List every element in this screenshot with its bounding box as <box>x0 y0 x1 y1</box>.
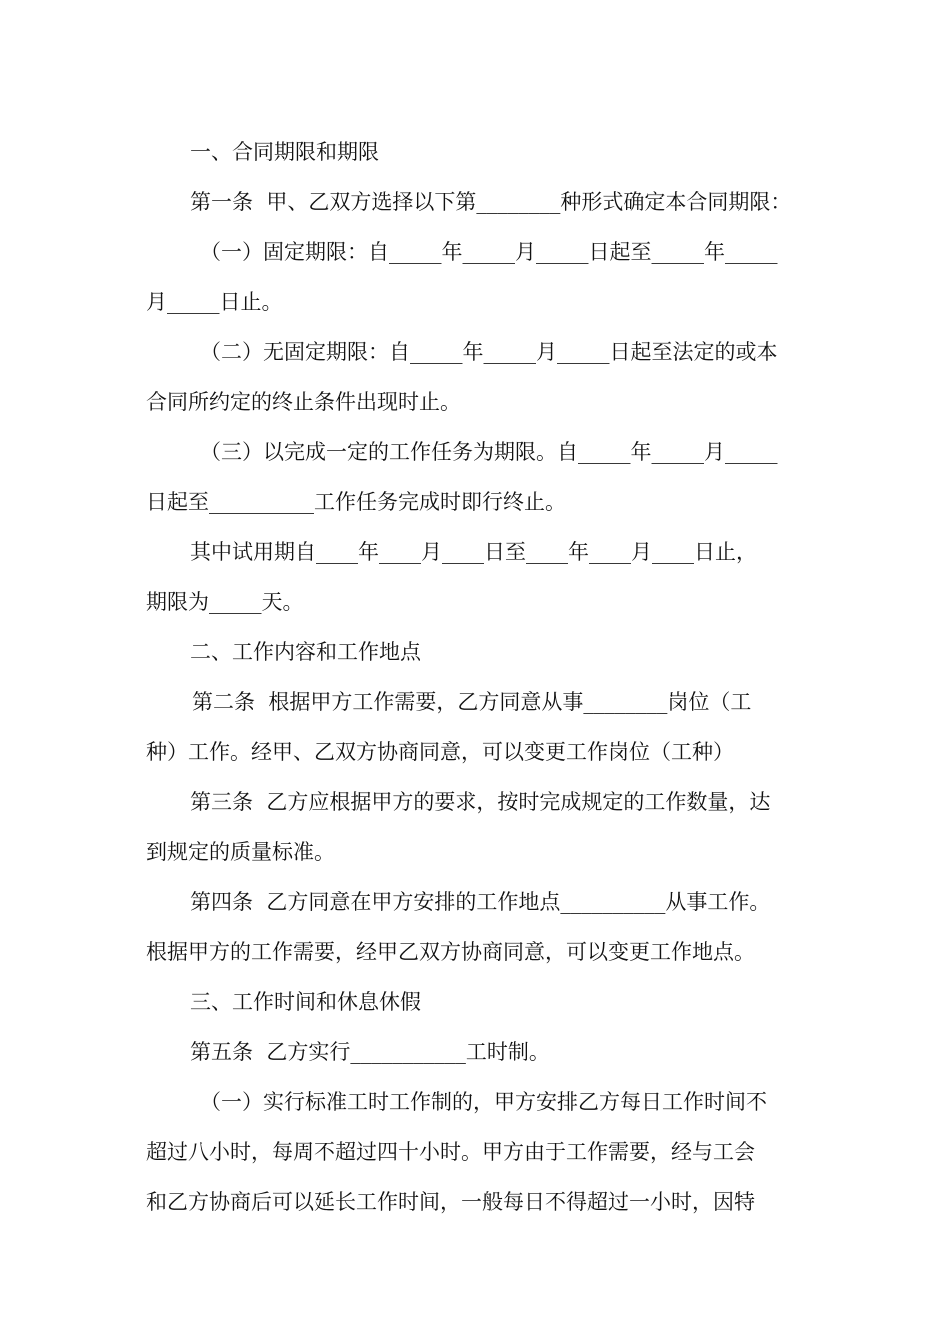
clause-3-task-term: （三）以完成一定的工作任务为期限。自_____年_____月_____ <box>200 440 778 464</box>
article-4-cont: 根据甲方的工作需要，经甲乙双方协商同意，可以变更工作地点。 <box>146 940 755 964</box>
section-heading-1: 一、合同期限和期限 <box>190 140 379 164</box>
article-1: 第一条 甲、乙双方选择以下第________种形式确定本合同期限： <box>190 190 792 214</box>
article-5-clause-1: （一）实行标准工时工作制的，甲方安排乙方每日工作时间不 <box>200 1090 767 1114</box>
article-5: 第五条 乙方实行___________工时制。 <box>190 1040 550 1064</box>
probation-period-cont: 期限为_____天。 <box>146 590 304 614</box>
article-4: 第四条 乙方同意在甲方安排的工作地点__________从事工作。 <box>190 890 771 914</box>
article-3: 第三条 乙方应根据甲方的要求，按时完成规定的工作数量，达 <box>190 790 771 814</box>
clause-1-fixed-term: （一）固定期限：自_____年_____月_____日起至_____年_____ <box>200 240 778 264</box>
probation-period: 其中试用期自____年____月____日至____年____月____日止， <box>190 540 757 564</box>
clause-2-open-term-cont: 合同所约定的终止条件出现时止。 <box>146 390 461 414</box>
clause-1-fixed-term-cont: 月_____日止。 <box>146 290 283 314</box>
article-5-clause-1-cont-2: 和乙方协商后可以延长工作时间，一般每日不得超过一小时，因特 <box>146 1190 755 1214</box>
clause-3-task-term-cont: 日起至__________工作任务完成时即行终止。 <box>146 490 566 514</box>
article-3-cont: 到规定的质量标准。 <box>146 840 335 864</box>
section-heading-2: 二、工作内容和工作地点 <box>190 640 421 664</box>
article-5-clause-1-cont: 超过八小时，每周不超过四十小时。甲方由于工作需要，经与工会 <box>146 1140 755 1164</box>
article-2-cont: 种）工作。经甲、乙双方协商同意，可以变更工作岗位（工种） <box>146 740 734 764</box>
article-2: 第二条 根据甲方工作需要，乙方同意从事________岗位（工 <box>192 690 752 714</box>
clause-2-open-term: （二）无固定期限：自_____年_____月_____日起至法定的或本 <box>200 340 778 364</box>
section-heading-3: 三、工作时间和休息休假 <box>190 990 421 1014</box>
